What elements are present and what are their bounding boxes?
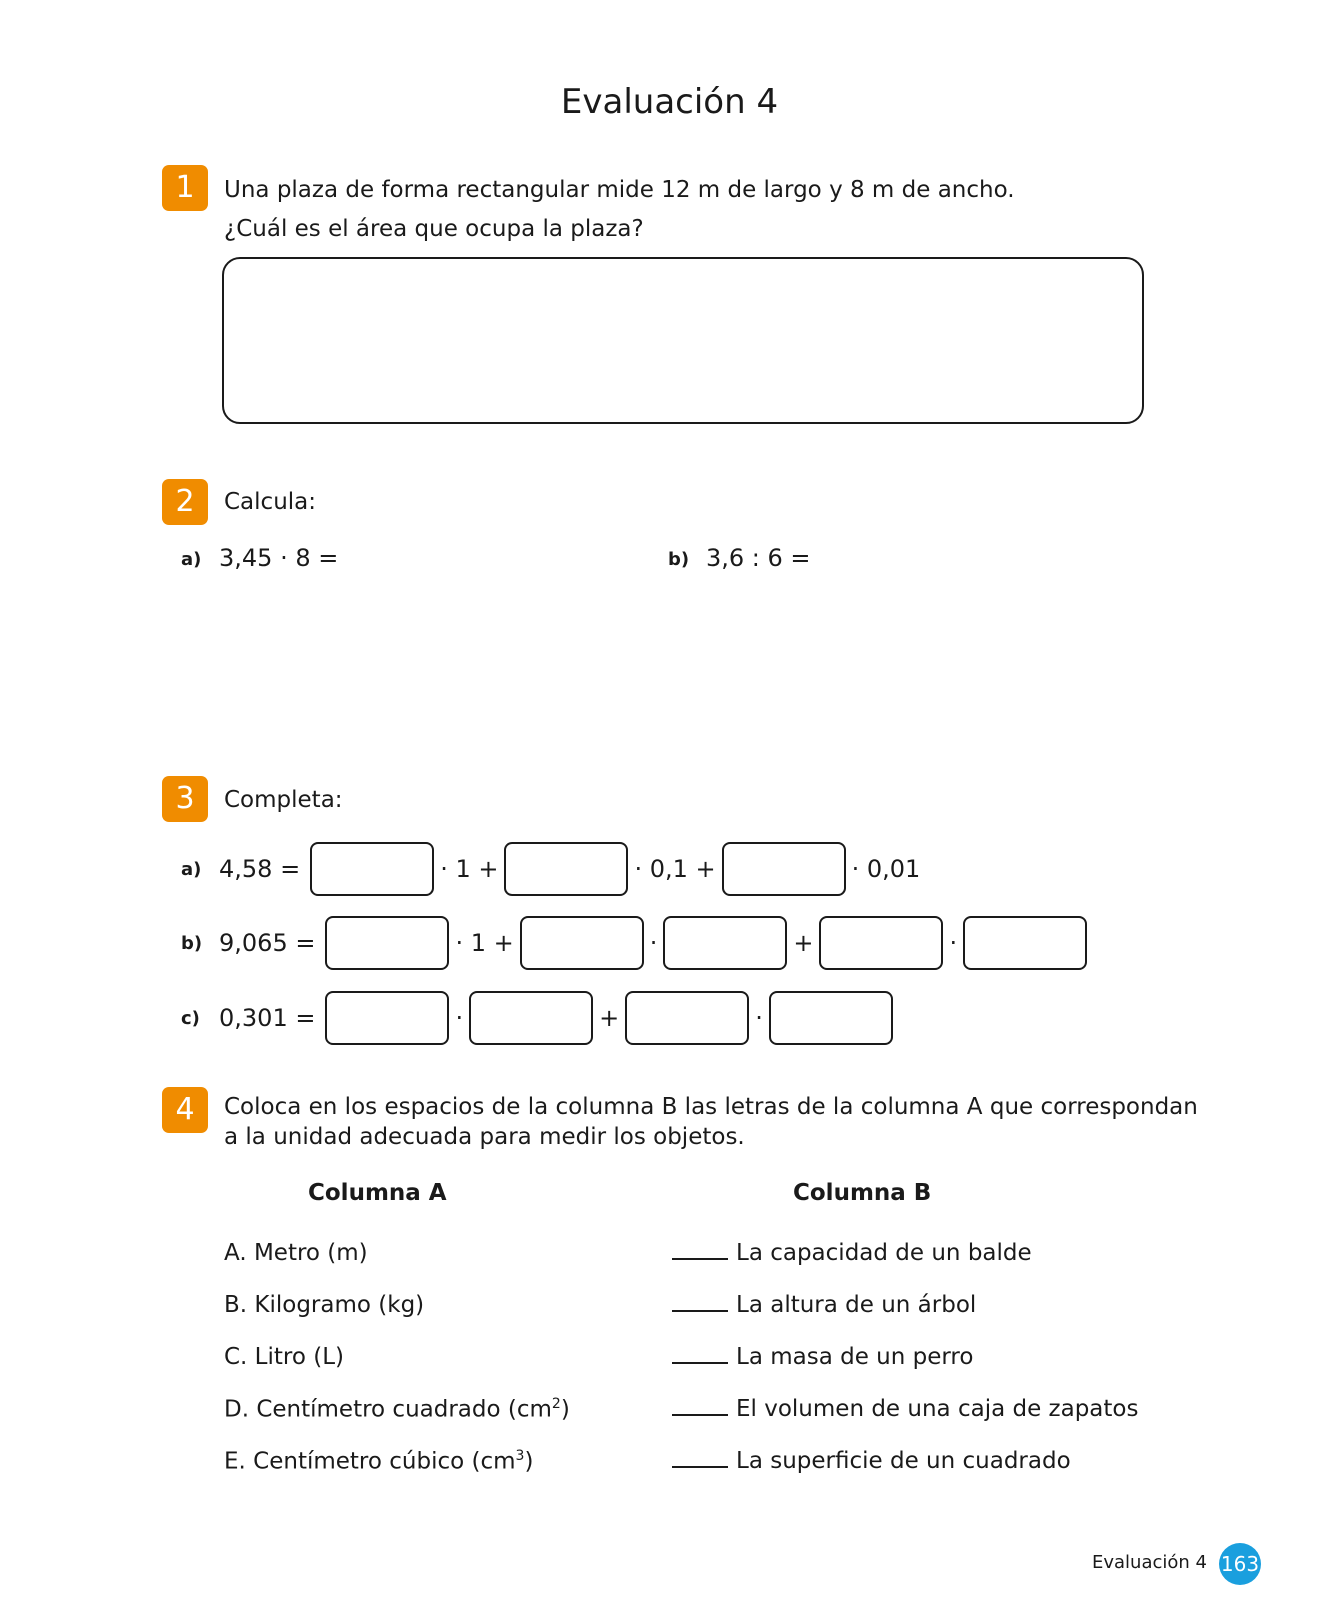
item-label-b: b) — [668, 549, 690, 570]
column-b-text: La masa de un perro — [736, 1344, 974, 1370]
column-a-text: C. Litro (L) — [224, 1344, 344, 1370]
operator: + — [793, 929, 814, 957]
operator: · — [949, 929, 958, 957]
column-b-item — [672, 1240, 1032, 1266]
column-a-tail: ) — [560, 1396, 570, 1423]
fill-box[interactable] — [819, 916, 943, 970]
column-b-text: La capacidad de un balde — [736, 1240, 1032, 1266]
answer-blank[interactable] — [672, 1344, 728, 1364]
column-a-item — [224, 1240, 368, 1266]
item-label-a: a) — [181, 549, 202, 570]
answer-blank[interactable] — [672, 1292, 728, 1312]
question-2-prompt: Calcula: — [224, 489, 316, 515]
column-a-item — [224, 1292, 424, 1318]
fill-box[interactable] — [963, 916, 1087, 970]
question-number-3: 3 — [162, 776, 208, 822]
question-4-line-1: Coloca en los espacios de la columna B las letras de la columna A que correspondan — [224, 1094, 1198, 1120]
column-a-text: E. Centímetro cúbico (cm — [224, 1448, 516, 1475]
fill-box[interactable] — [625, 991, 749, 1045]
column-a-text: B. Kilogramo (kg) — [224, 1292, 425, 1318]
complete-row-b — [181, 915, 1087, 971]
footer-section-title: Evaluación 4 — [1092, 1552, 1207, 1573]
fill-box[interactable] — [520, 916, 644, 970]
column-b-item — [672, 1396, 1138, 1422]
complete-row-a — [181, 841, 926, 897]
answer-blank[interactable] — [672, 1240, 728, 1260]
item-label: a) — [181, 858, 202, 880]
column-b-item — [672, 1448, 1071, 1474]
fill-box[interactable] — [722, 842, 846, 896]
fill-box[interactable] — [504, 842, 628, 896]
answer-blank[interactable] — [672, 1396, 728, 1416]
column-a-item — [224, 1344, 344, 1370]
question-1-line-2: ¿Cuál es el área que ocupa la plaza? — [224, 216, 644, 242]
question-1-line-1: Una plaza de forma rectangular mide 12 m de largo y 8 m de ancho. — [224, 177, 1015, 203]
fill-box[interactable] — [325, 916, 449, 970]
column-a-text: D. Centímetro cuadrado (cm — [224, 1396, 552, 1423]
fill-box[interactable] — [769, 991, 893, 1045]
row-lead: 0,301 = — [219, 1004, 316, 1032]
expression-b: 3,6 : 6 = — [706, 544, 811, 572]
page-number: 163 — [1219, 1543, 1261, 1585]
column-b-item — [672, 1344, 973, 1370]
question-number-1: 1 — [162, 165, 208, 211]
fill-box[interactable] — [310, 842, 434, 896]
operator: · 1 + — [440, 855, 499, 883]
fill-box[interactable] — [663, 916, 787, 970]
operator: · 0,01 — [851, 855, 921, 883]
operator: + — [599, 1004, 620, 1032]
column-a-item — [224, 1396, 570, 1423]
operator: · 1 + — [455, 929, 514, 957]
column-b-text: El volumen de una caja de zapatos — [736, 1396, 1139, 1422]
column-a-heading: Columna A — [308, 1180, 447, 1206]
question-number-2: 2 — [162, 479, 208, 525]
answer-box[interactable] — [222, 257, 1144, 424]
column-a-text: A. Metro (m) — [224, 1240, 368, 1266]
answer-blank[interactable] — [672, 1448, 728, 1468]
column-b-heading: Columna B — [793, 1180, 932, 1206]
operator: · 0,1 + — [634, 855, 716, 883]
row-lead: 9,065 = — [219, 929, 316, 957]
expression-a: 3,45 · 8 = — [219, 544, 339, 572]
column-b-text: La altura de un árbol — [736, 1292, 977, 1318]
superscript: 2 — [551, 1396, 561, 1412]
column-a-item — [224, 1448, 533, 1475]
question-4-line-2: a la unidad adecuada para medir los objetos. — [224, 1124, 745, 1150]
column-a-tail: ) — [524, 1448, 534, 1475]
row-lead: 4,58 = — [219, 855, 301, 883]
question-number-4: 4 — [162, 1087, 208, 1133]
operator: · — [649, 929, 658, 957]
page-title: Evaluación 4 — [560, 82, 779, 122]
superscript: 3 — [515, 1448, 525, 1464]
complete-row-c — [181, 990, 893, 1046]
column-b-item — [672, 1292, 976, 1318]
operator: · — [455, 1004, 464, 1032]
fill-box[interactable] — [325, 991, 449, 1045]
column-b-text: La superficie de un cuadrado — [736, 1448, 1071, 1474]
operator: · — [755, 1004, 763, 1032]
fill-box[interactable] — [469, 991, 593, 1045]
item-label: b) — [181, 932, 203, 954]
item-label: c) — [181, 1007, 200, 1029]
question-3-prompt: Completa: — [224, 787, 343, 813]
